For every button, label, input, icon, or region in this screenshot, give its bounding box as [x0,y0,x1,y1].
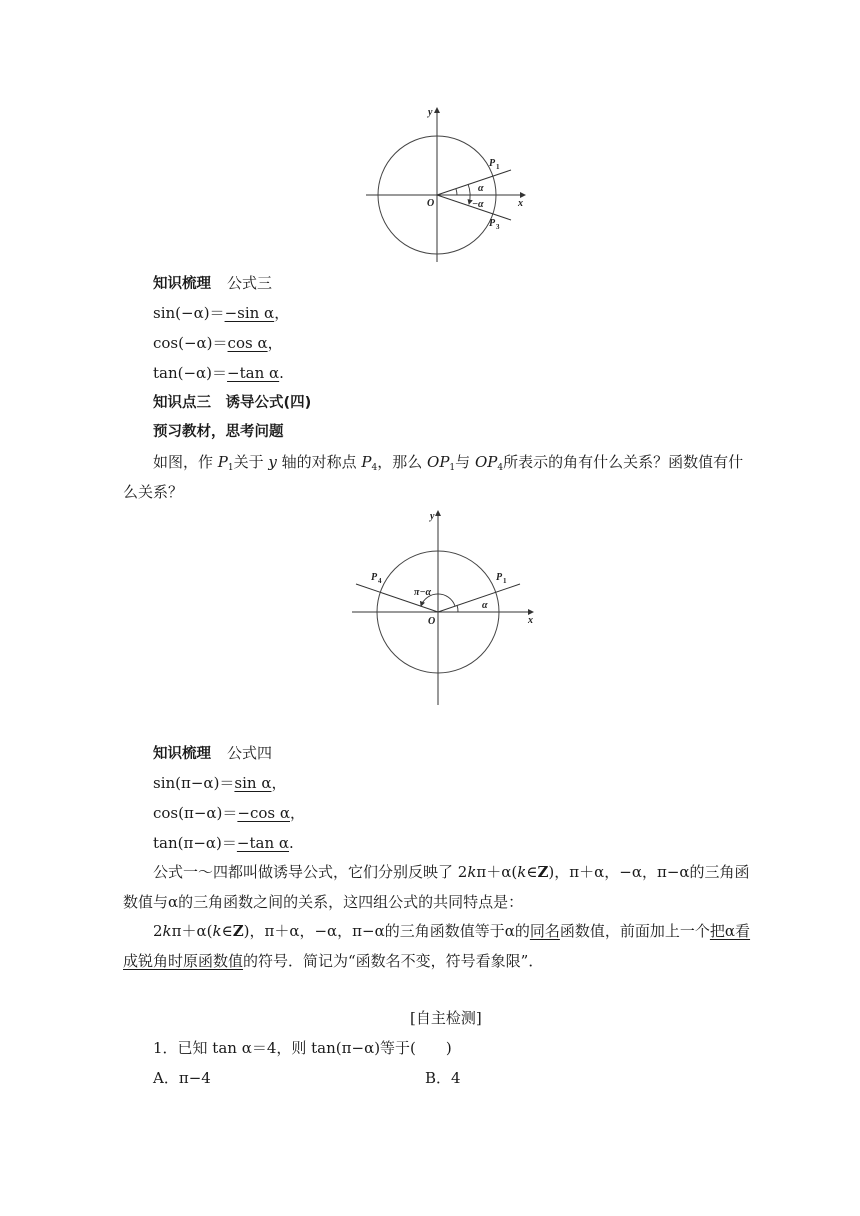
question-line-2: 么关系？ [123,483,184,501]
formula-tail: ， [274,304,290,322]
alpha-label: α [478,183,484,194]
formula-tail: ， [271,774,287,792]
formula-sin-neg [153,303,289,323]
preview-heading: 预习教材，思考问题 [153,424,284,440]
blank-same-name: 同名 [529,922,560,940]
formula-lhs: sin(π−α)＝ [153,774,235,792]
formula-lhs: cos(π−α)＝ [153,804,238,822]
formula-tail: ， [267,334,283,352]
formula-tail: . [279,364,284,382]
angle-neg-alpha-arc [468,184,470,204]
self-check-title: [自主检测] [410,1009,482,1027]
formula-blank: −sin α [224,304,275,322]
formula-lhs: sin(−α)＝ [153,304,225,322]
formula-title: 公式三 [227,274,273,292]
formula-tail: . [289,834,294,852]
formula-title: 公式四 [227,744,273,762]
summary-line-1: 公式一～四都叫做诱导公式，它们分别反映了 2kπ＋α(k∈Z)，π＋α，−α，π−α的三角函 [153,863,750,881]
formula-blank: sin α [234,774,272,792]
alpha-label: α [482,600,488,611]
formula-cos-neg [153,333,283,353]
formula-tail: ， [290,804,306,822]
p3-label: P [489,218,496,229]
p1-subscript: 1 [503,577,507,585]
formula-blank: −cos α [237,804,290,822]
formula-blank: −tan α [227,364,280,382]
neg-alpha-label: −α [472,199,484,210]
summary-line-4: 成锐角时原函数值的符号．简记为“函数名不变，符号看象限”． [123,952,544,970]
p1-subscript: 1 [496,163,500,171]
option-b: B．4 [425,1069,461,1087]
option-a: A．π−4 [153,1069,211,1087]
angle-alpha-arc [457,605,458,612]
blank-acute-sign-b: 成锐角时原函数值 [123,952,244,970]
sorting-label: 知识梳理 [153,746,211,762]
p1-label: P [489,158,496,169]
x-label: x [528,615,533,626]
summary-line-2: 数值与α的三角函数之间的关系，这四组公式的共同特点是： [123,893,524,911]
angle-alpha-arc [456,189,457,195]
p4-label: P [371,572,378,583]
sorting-heading-4 [153,743,272,764]
formula-tan-neg [153,363,284,383]
formula-tan-pi [153,833,294,853]
formula-blank: cos α [227,334,268,352]
p4-subscript: 4 [378,577,382,585]
ray-op1 [437,170,511,195]
formula-lhs: tan(π−α)＝ [153,834,237,852]
ray-op1 [438,584,520,612]
formula-cos-pi [153,803,305,823]
formula-sin-pi [153,773,287,793]
blank-acute-sign-a: 把α看 [709,922,751,940]
unit-circle-figure-1 [360,100,540,268]
formula-lhs: tan(−α)＝ [153,364,228,382]
p1-label: P [496,572,503,583]
y-label: y [428,107,433,118]
origin-label: O [428,616,436,627]
unit-circle-figure-2 [340,505,550,710]
pi-minus-alpha-label: π−α [414,587,432,598]
question-1: 1．已知 tan α＝4，则 tan(π−α)等于( ) [153,1039,452,1057]
knowledge-point-heading: 知识点三 诱导公式(四) [153,395,312,411]
sorting-label: 知识梳理 [153,276,211,292]
sorting-heading-3 [153,273,272,294]
origin-label: O [427,198,435,209]
summary-line-3: 2kπ＋α(k∈Z)，π＋α，−α，π−α的三角函数值等于α的同名函数值，前面加上一个把α看 [153,922,751,940]
question-line-1: 如图，作 $P_1$关于 y 轴的对称点 $P_4$，那么 $OP_1$与 $OP_4$所表示的角有什么关系？函数值有什 [153,453,744,473]
y-label: y [430,511,435,522]
formula-blank: −tan α [236,834,290,852]
x-label: x [518,198,523,209]
p3-subscript: 3 [496,223,500,231]
formula-lhs: cos(−α)＝ [153,334,228,352]
